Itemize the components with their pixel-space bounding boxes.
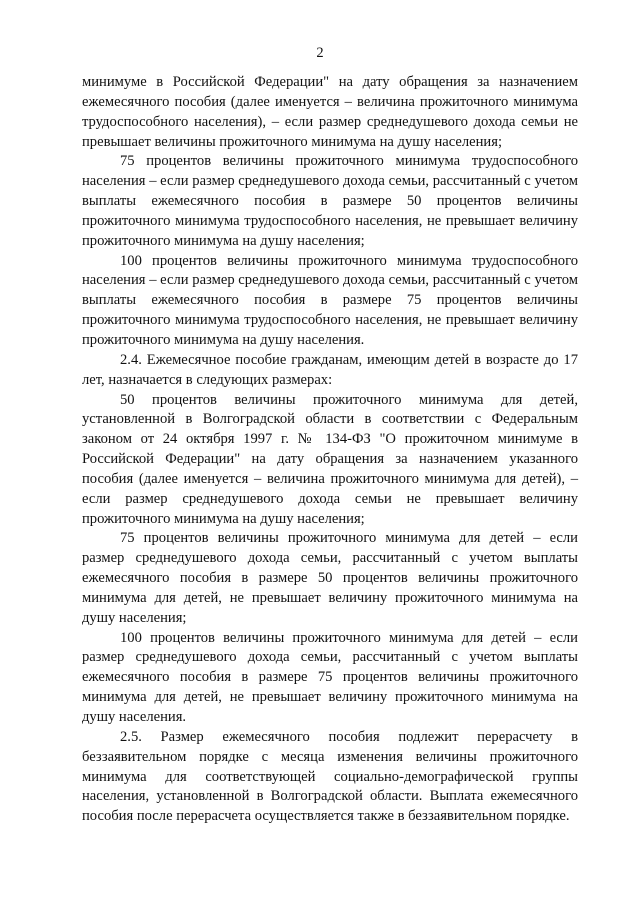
paragraph-3: 100 процентов величины прожиточного минимума трудоспособного населения – если размер среднедушевого дохода семьи, рассчитанный с учетом выплаты ежемесячного пособия в размере 75 процентов величины прожиточного минимума трудоспособного населения, не превышает величину прожиточного минимума на душу населения. [82,252,578,348]
document-body [82,73,578,827]
paragraph-5: 50 процентов величины прожиточного минимума для детей, установленной в Волгоградской области в соответствии с Федеральным законом от 24 октября 1997 г. № 134-ФЗ "О прожиточном минимуме в Российской Федерации" на дату обращения за назначением указанного пособия (далее именуется – величина прожиточного минимума для детей), – если размер среднедушевого дохода семьи не превышает величину прожиточного минимума на душу населения; [82,391,578,527]
page-number: 2 [316,45,324,61]
paragraph-4: 2.4. Ежемесячное пособие гражданам, имеющим детей в возрасте до 17 лет, назначается в следующих размерах: [82,351,578,388]
paragraph-6: 75 процентов величины прожиточного минимума для детей – если размер среднедушевого дохода семьи, рассчитанный с учетом выплаты ежемесячного пособия в размере 50 процентов величины прожиточного минимума для детей, не превышает величину прожиточного минимума на душу населения; [82,530,578,626]
paragraph-2: 75 процентов величины прожиточного минимума трудоспособного населения – если размер среднедушевого дохода семьи, рассчитанный с учетом выплаты ежемесячного пособия в размере 50 процентов величины прожиточного минимума трудоспособного населения, не превышает величину прожиточного минимума на душу населения; [82,153,578,249]
paragraph-8: 2.5. Размер ежемесячного пособия подлежит перерасчету в беззаявительном порядке с месяца изменения величины прожиточного минимума для соответствующей социально-демографической группы населения, установленной в Волгоградской области. Выплата ежемесячного пособия после перерасчета осуществляется также в беззаявительном порядке. [82,728,578,825]
paragraph-1: минимуме в Российской Федерации" на дату обращения за назначением ежемесячного пособия (далее именуется – величина прожиточного минимума трудоспособного населения), – если размер среднедушевого дохода семьи не превышает величины прожиточного минимума на душу населения; [82,74,578,150]
paragraph-7: 100 процентов величины прожиточного минимума для детей – если размер среднедушевого дохода семьи, рассчитанный с учетом выплаты ежемесячного пособия в размере 75 процентов величины прожиточного минимума для детей, не превышает величину прожиточного минимума на душу населения. [82,629,578,725]
